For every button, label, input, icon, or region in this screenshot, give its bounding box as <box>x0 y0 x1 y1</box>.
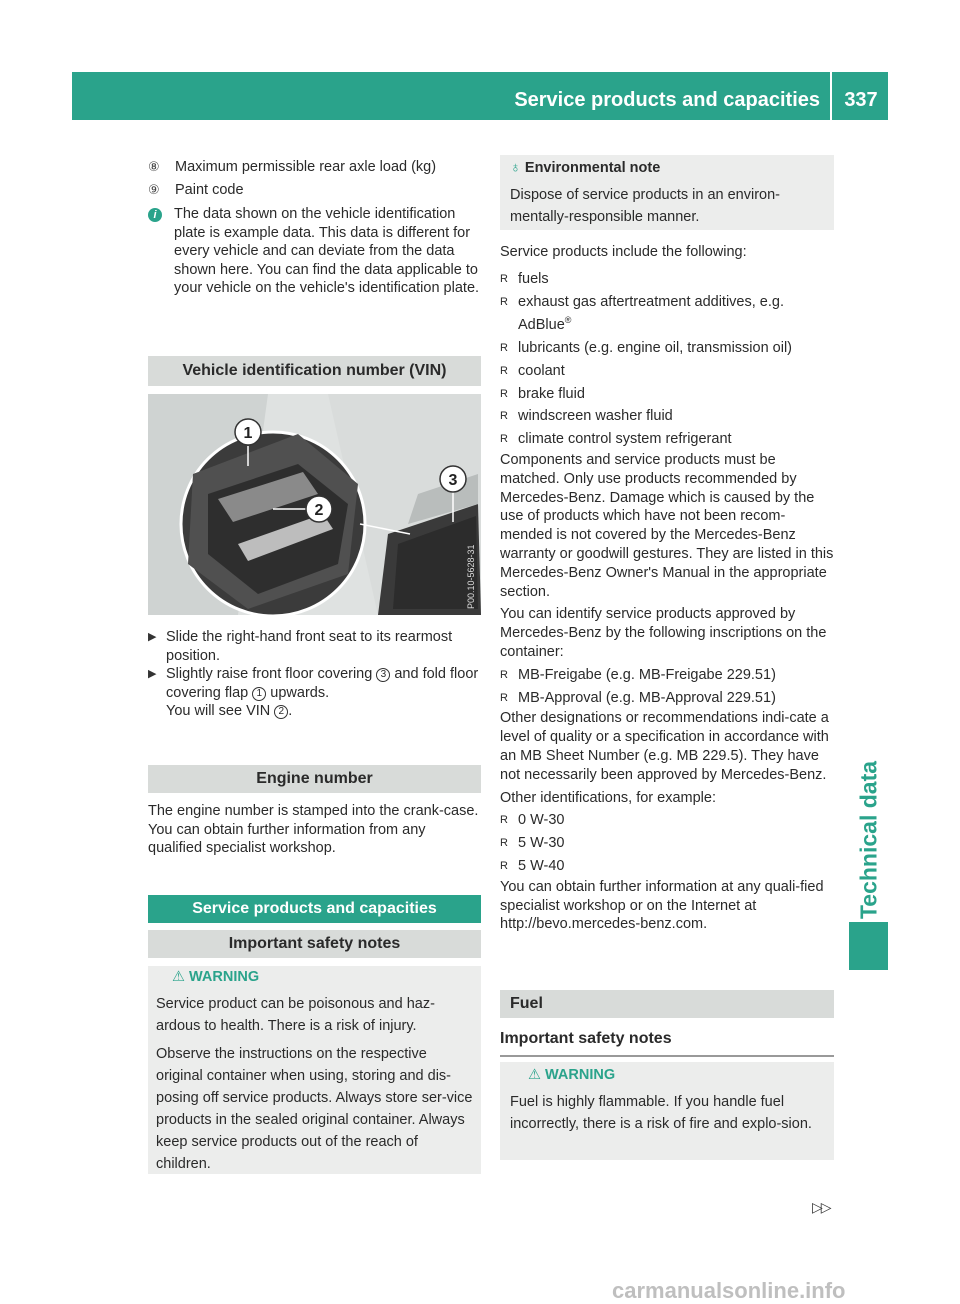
service-heading: Service products and capacities <box>148 895 481 923</box>
vin-heading: Vehicle identification number (VIN) <box>148 356 481 386</box>
header-title: Service products and capacities <box>514 89 820 111</box>
info-note: i The data shown on the vehicle identification plate is example data. This data is different for every vehicle and can deviate from the data shown here. You can find the data applicable to your vehicle on the vehicle's identification plate. <box>148 205 481 298</box>
step-arrow-icon: ▶ <box>148 631 157 643</box>
list-item: R coolant <box>500 362 565 379</box>
vin-illustration <box>148 394 481 615</box>
list-item: R climate control system refrigerant <box>500 431 732 448</box>
warning-box: ⚠ WARNING Service product can be poisonous and haz-ardous to health. There is a risk of injury. Observe the instructions on the respective original container when using, storing and dis-posing off service products. Always store ser-vice products in the sealed original container. Always keep service products out of the reach of children. <box>148 966 481 1174</box>
list-item: R 5 W-40 <box>500 857 565 874</box>
callout-ref: 2 <box>274 705 288 719</box>
info-icon: i <box>148 208 162 222</box>
engine-heading: Engine number <box>148 765 481 793</box>
fuel-warning-box: ⚠ WARNING Fuel is highly flammable. If you handle fuel incorrectly, there is a risk of fire and explo-sion. <box>500 1062 834 1160</box>
warning-icon: ⚠ <box>172 969 190 985</box>
environment-note: ♁ Environmental note Dispose of service products in an environ-mentally-responsible manner. <box>500 155 834 230</box>
list-item: R fuels <box>500 270 549 287</box>
sidebar-section-label: Technical data <box>855 760 881 920</box>
callout-3: 3 <box>448 472 458 489</box>
leaf-icon: ♁ <box>510 160 525 176</box>
safety-heading: Important safety notes <box>148 930 481 958</box>
callout-ref: 3 <box>376 668 390 682</box>
list-item: R MB-Approval (e.g. MB-Approval 229.51) <box>500 689 776 706</box>
instruction-steps <box>148 628 481 721</box>
list-item: R lubricants (e.g. engine oil, transmission oil) <box>500 340 793 357</box>
callout-1: 1 <box>243 425 253 442</box>
figure-code: P00.10-5628-31 <box>466 544 476 609</box>
legend-item: ⑧ Maximum permissible rear axle load (kg) <box>148 159 437 175</box>
fuel-heading: Fuel <box>500 990 834 1018</box>
list-item: R 0 W-30 <box>500 812 565 829</box>
fuel-safety-heading: Important safety notes <box>500 1030 834 1057</box>
list-item: R 5 W-30 <box>500 835 565 852</box>
continue-icon: ▷▷ <box>812 1199 830 1215</box>
list-item: R windscreen washer fluid <box>500 408 673 425</box>
step-item: ▶ Slightly raise front floor covering 3 and fold floor covering flap 1 upwards. You will see VIN 2 . <box>148 666 479 719</box>
watermark: carmanualsonline.info <box>612 1278 846 1303</box>
list-item: R MB-Freigabe (e.g. MB-Freigabe 229.51) <box>500 666 776 683</box>
callout-2: 2 <box>314 502 324 519</box>
legend-item: ⑨ Paint code <box>148 181 244 198</box>
callout-ref: 1 <box>252 687 266 701</box>
page-number: 337 <box>844 89 878 111</box>
warning-icon: ⚠ <box>528 1067 546 1083</box>
list-item: R brake fluid <box>500 385 585 402</box>
engine-text: The engine number is stamped into the crank-case. You can obtain further information from any qualified specialist workshop. <box>148 803 479 856</box>
legend-list <box>148 158 481 298</box>
step-item: ▶ Slide the right-hand front seat to its rearmost position. <box>148 629 453 664</box>
service-products-text: Service products include the following: R fuels R exhaust gas aftertreatment additives, e.g. AdBlue® R lubricants (e.g. engine oil, transmission oil) R coolant R brake fluid R windscreen washer fluid R climate control system refrigerant Components and service products must be matched. Only use products recommended by Mercedes-Benz. Damage which is caused by the use of products which have not been recom-mended is not covered by the Mercedes-Benz warranty or goodwill gestures. They are listed in this Mercedes-Benz Owner's Manual in the appropriate section. You can identify service products approved by Mercedes-Benz by the following inscriptions on the container: R MB-Freigabe (e.g. MB-Freigabe 229.51) R MB-Approval (e.g. MB-Approval 229.51) Other designations or recommendations indi-cate a level of quality or a specification in accordance with an MB Sheet Number (e.g. MB 229.5). They have not necessarily been approved by Mercedes-Benz. Other identifications, for example: R 0 W-30 R 5 W-30 R 5 W-40 You can obtain further information at any quali-fied specialist workshop or on the Internet at http://bevo.mercedes-benz.com. <box>500 244 834 933</box>
step-arrow-icon: ▶ <box>148 668 157 680</box>
vin-figure <box>148 394 481 615</box>
list-item: R exhaust gas aftertreatment additives, e.g. AdBlue® <box>500 293 784 334</box>
legend-symbol: ⑧ <box>148 159 160 174</box>
legend-symbol: ⑨ <box>148 181 160 197</box>
header-separator <box>830 72 832 120</box>
sidebar-marker <box>849 922 888 970</box>
